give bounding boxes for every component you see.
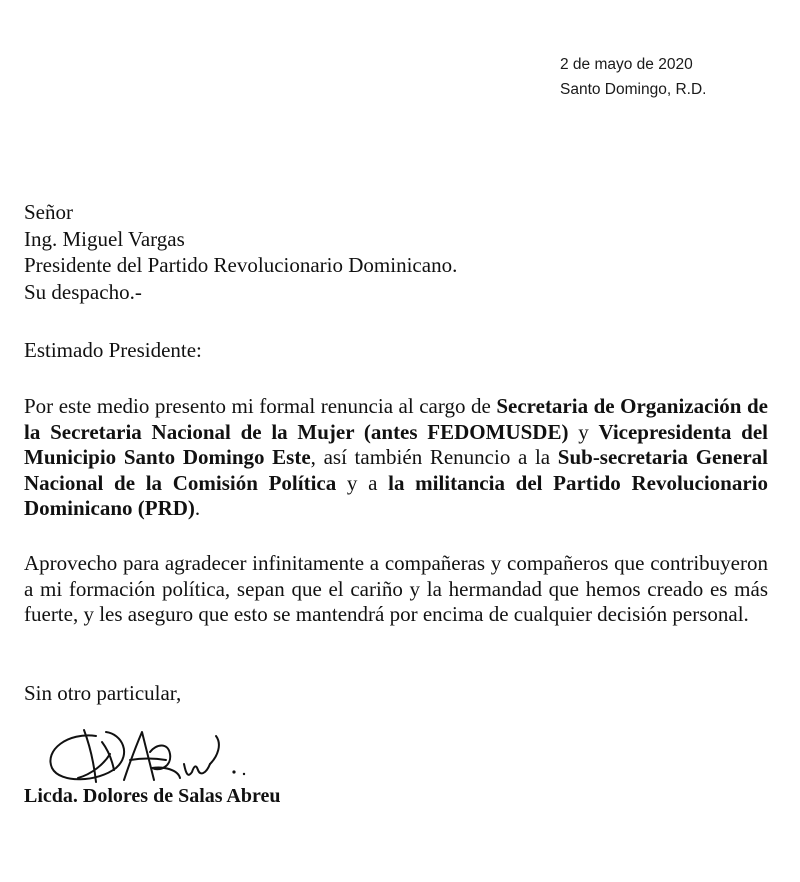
letter-place: Santo Domingo, R.D.: [560, 81, 707, 98]
greeting: Estimado Presidente:: [24, 338, 202, 362]
paragraph-text: , así también Renuncio a la: [310, 445, 558, 469]
signer-name: Licda. Dolores de Salas Abreu: [24, 785, 281, 807]
letter-date: 2 de mayo de 2020: [560, 56, 693, 73]
paragraph-text: Por este medio presento mi formal renuncia al cargo de: [24, 394, 497, 418]
recipient-office: Su despacho.-: [24, 279, 142, 304]
resignation-paragraph: [24, 394, 768, 522]
gratitude-paragraph: Aprovecho para agradecer infinitamente a compañeras y compañeros que contribuyeron a mi formación política, sepan que el cariño y la hermandad que hemos creado es más fuerte, y les aseguro que esto se mantendrá por encima de cualquier decisión personal.: [24, 551, 768, 626]
paragraph-text: y: [568, 419, 599, 444]
paragraph-text: .: [194, 496, 201, 520]
party-militancy: la militancia del Partido Revolucionario Dominicano (PRD): [24, 470, 768, 520]
recipient-block: [24, 199, 457, 305]
date-block: [560, 52, 706, 102]
recipient-name: Ing. Miguel Vargas: [24, 226, 185, 251]
handwritten-signature: [38, 708, 258, 790]
recipient-salutation: Señor: [24, 200, 73, 224]
position-vicepresidenta: Vicepresidenta del Municipio Santo Domingo Este: [24, 419, 768, 469]
recipient-title: Presidente del Partido Revolucionario Dominicano.: [24, 253, 458, 277]
position-secretaria-organizacion: Secretaria de Organización de la Secretaria Nacional de la Mujer (antes FEDOMUSDE): [24, 394, 768, 444]
closing-line: Sin otro particular,: [24, 681, 182, 705]
position-sub-secretaria: Sub-secretaria General Nacional de la Comisión Política: [24, 445, 769, 495]
paragraph-text: y a: [336, 470, 389, 495]
